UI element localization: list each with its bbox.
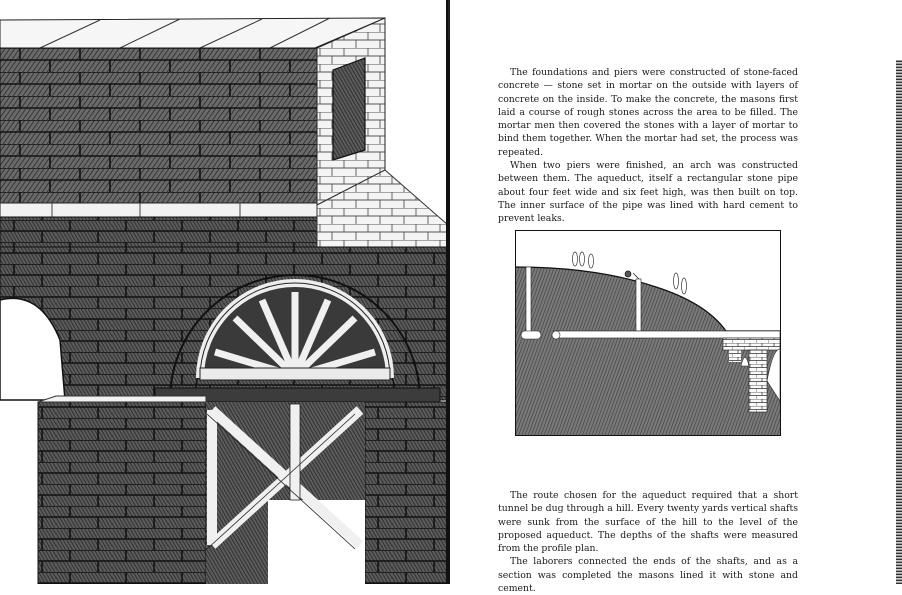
top-text-block [498,66,798,226]
bottom-text-block [498,489,798,595]
paragraph-arch: When two piers were finished, an arch was constructed between them. The aqueduct, itself a rectangular stone pipe about four feet wide and six feet high, was then built on top. The inner surface of the pipe was lined with hard cement to prevent leaks. [498,160,798,225]
tunnel-cross-section-diagram [515,230,781,436]
paragraph-shafts: The laborers connected the ends of the shafts, and as a section was completed the masons lined it with stone and cement. [498,556,798,595]
stone-block-wall [0,48,317,203]
paragraph-tunnel-route: The route chosen for the aqueduct required that a short tunnel be dug through a hill. Every twenty yards vertical shafts were sunk from the surface of the hill to the level of the proposed aqueduct. The depths of the shafts were measured from the profile plan. [498,490,798,555]
paragraph-foundations: The foundations and piers were constructed of stone-faced concrete — stone set in mortar on the outside with layers of concrete on the inside. To make the concrete, the masons first laid a course of rough stones across the area to be filled. The mortar men then covered the stones with a layer of mortar to bind them together. When the mortar had set, the process was repeated. [498,67,798,158]
cross-braced-timber-support [206,402,365,584]
aqueduct-arch-drawing [0,0,448,584]
page-edge [896,60,902,584]
aqueduct-construction-illustration [0,0,448,584]
windlass [625,271,639,279]
